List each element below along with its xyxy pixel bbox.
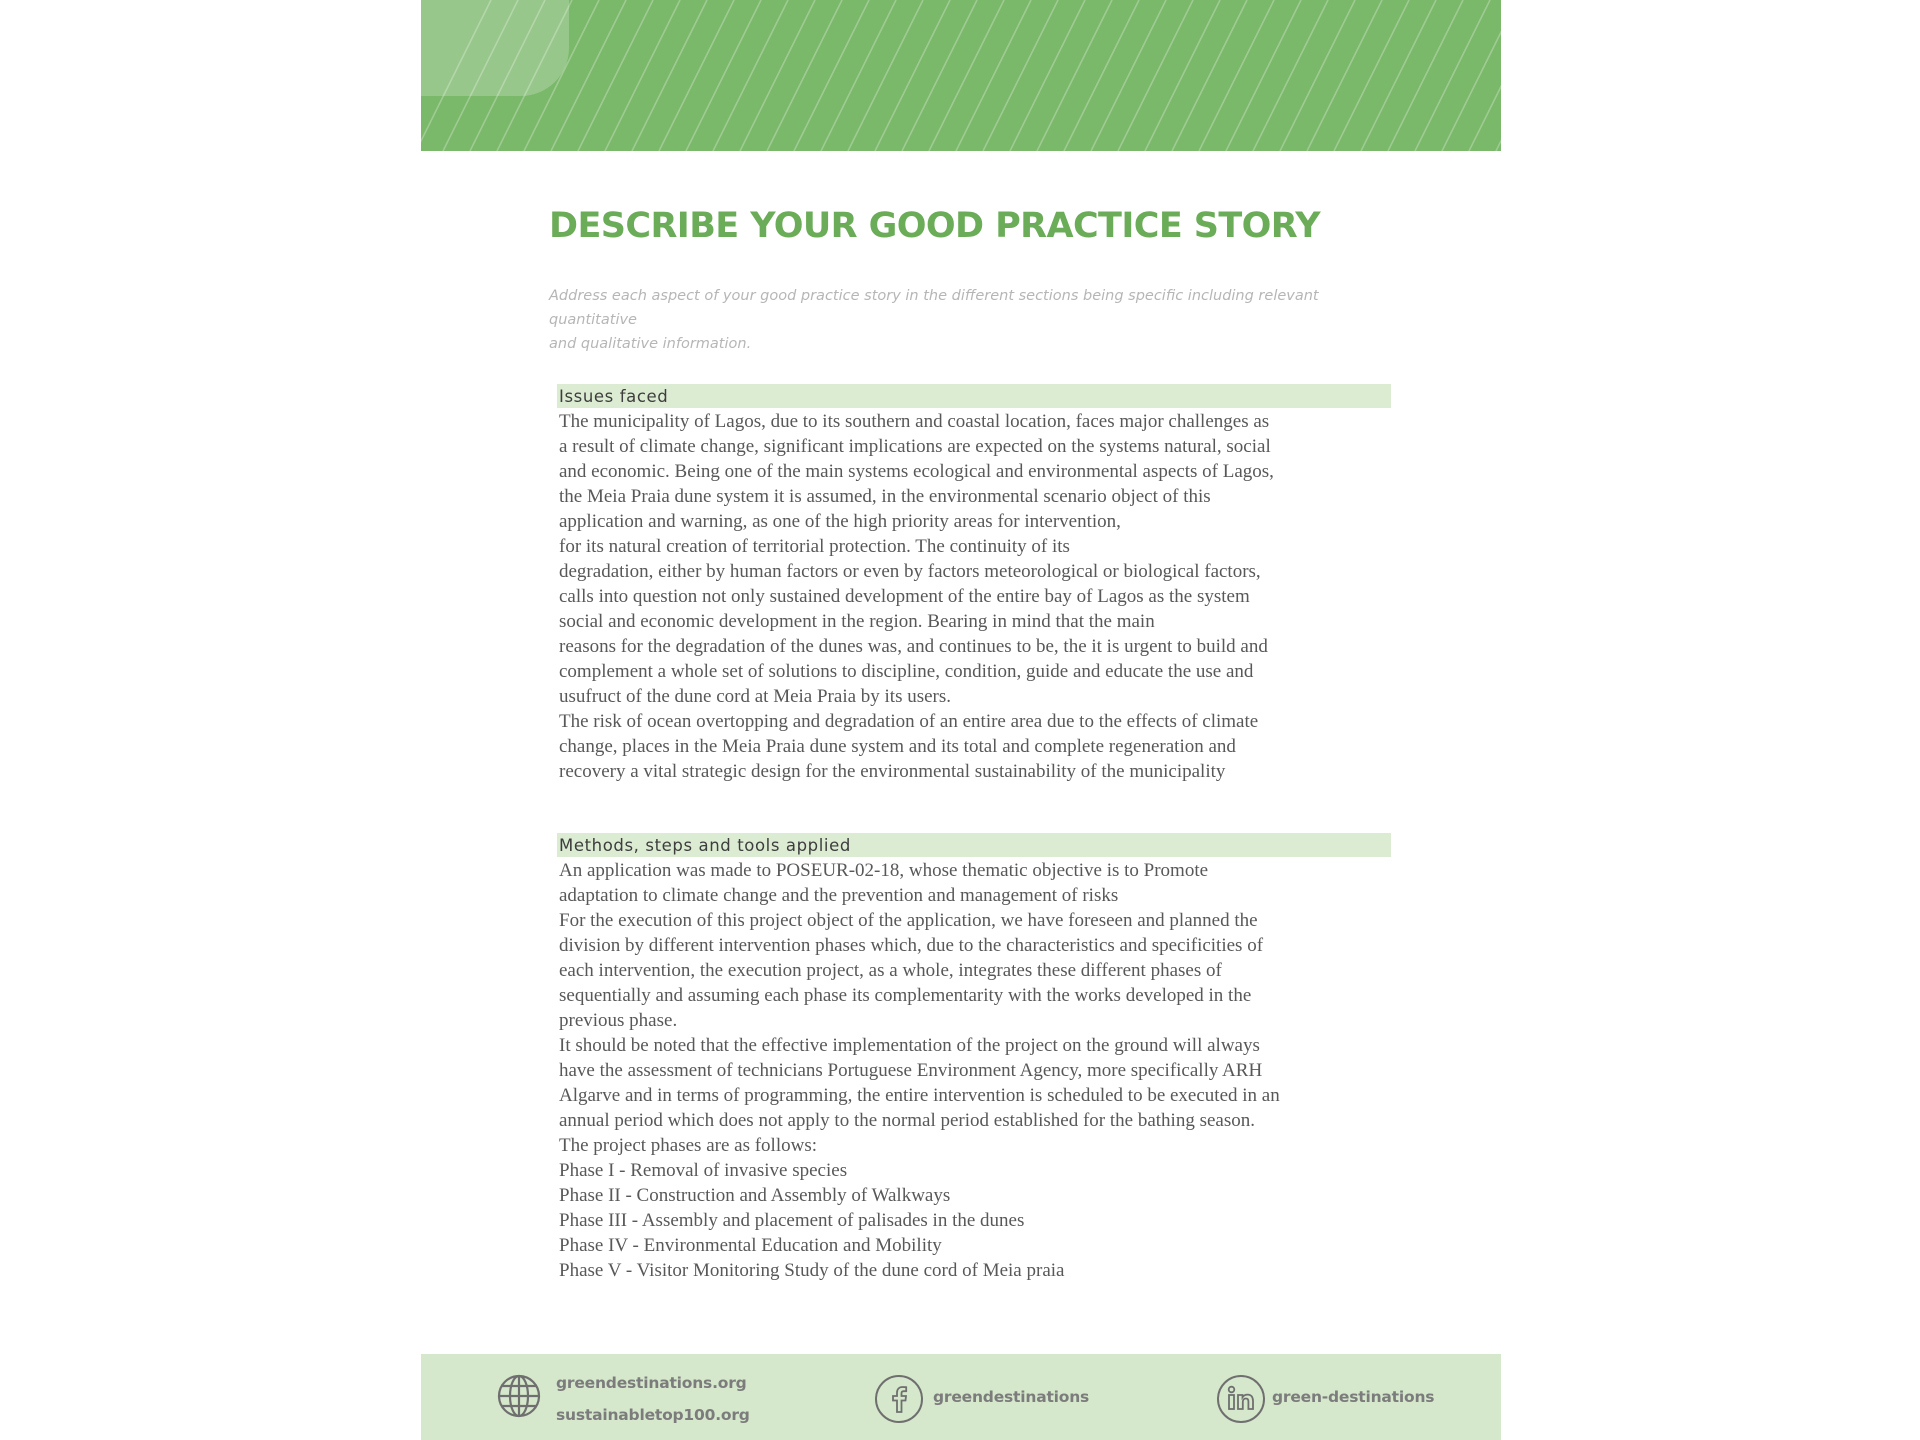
body-line: adaptation to climate change and the prevention and management of risks [559,885,1119,906]
banner-stripe [1442,0,1501,151]
body-line: for its natural creation of territorial protection. The continuity of its [559,536,1070,557]
globe-icon [497,1374,541,1418]
section-heading-methods [557,833,1391,857]
footer [421,1354,1501,1440]
body-line: application and warning, as one of the high priority areas for intervention, [559,511,1121,532]
body-line: and economic. Being one of the main systems ecological and environmental aspects of Lagos, [559,461,1274,482]
body-line: previous phase. [559,1010,678,1031]
body-line: Phase IV - Environmental Education and Mobility [559,1235,942,1256]
body-line: Phase V - Visitor Monitoring Study of the dune cord of Meia praia [559,1260,1065,1281]
body-line: An application was made to POSEUR-02-18, whose thematic objective is to Promote [559,860,1209,881]
body-line: a result of climate change, significant implications are expected on the systems natural, social [559,436,1271,457]
body-line: sequentially and assuming each phase its complementarity with the works developed in the [559,985,1252,1006]
body-line: annual period which does not apply to the normal period established for the bathing season. [559,1110,1255,1131]
website-link[interactable]: greendestinations.org [556,1374,747,1392]
intro-line: and qualitative information. [549,336,752,352]
issues-body [559,409,1395,784]
body-line: division by different intervention phases which, due to the characteristics and specificities of [559,935,1264,956]
body-line: Algarve and in terms of programming, the entire intervention is scheduled to be executed in an [559,1085,1280,1106]
body-line: For the execution of this project object of the application, we have foreseen and planned the [559,910,1258,931]
banner-stripe-pattern [421,0,1501,151]
linkedin-icon[interactable] [1216,1374,1266,1424]
body-line: the Meia Praia dune system it is assumed, in the environmental scenario object of this [559,486,1211,507]
body-line: The project phases are as follows: [559,1135,817,1156]
facebook-link[interactable]: greendestinations [933,1388,1090,1406]
intro-line: Address each aspect of your good practice story in the different sections being specific including relevant quantitative [549,288,1319,328]
facebook-icon[interactable] [874,1374,924,1424]
body-line: change, places in the Meia Praia dune system and its total and complete regeneration and [559,736,1236,757]
website-link-secondary[interactable]: sustainabletop100.org [556,1406,750,1424]
banner-decor-shape [421,0,569,96]
body-line: recovery a vital strategic design for the environmental sustainability of the municipality [559,761,1226,782]
body-line: complement a whole set of solutions to discipline, condition, guide and educate the use and [559,661,1254,682]
header-banner [421,0,1501,151]
body-line: The risk of ocean overtopping and degradation of an entire area due to the effects of climate [559,711,1259,732]
document-page [421,0,1501,1440]
body-line: Phase II - Construction and Assembly of Walkways [559,1185,951,1206]
banner-stripe [1469,0,1501,151]
body-line: each intervention, the execution project, as a whole, integrates these different phases of [559,960,1222,981]
page-title: DESCRIBE YOUR GOOD PRACTICE STORY [549,206,1320,246]
body-line: The municipality of Lagos, due to its southern and coastal location, faces major challenges as [559,411,1270,432]
body-line: reasons for the degradation of the dunes was, and continues to be, the it is urgent to build and [559,636,1268,657]
section-heading-label: Methods, steps and tools applied [559,836,851,855]
body-line: social and economic development in the region. Bearing in mind that the main [559,611,1155,632]
banner-stripe [1496,0,1501,151]
methods-body [559,858,1395,1283]
body-line: calls into question not only sustained development of the entire bay of Lagos as the system [559,586,1250,607]
intro-text [549,284,1409,356]
body-line: have the assessment of technicians Portuguese Environment Agency, more specifically ARH [559,1060,1263,1081]
linkedin-link[interactable]: green-destinations [1272,1388,1435,1406]
body-line: degradation, either by human factors or even by factors meteorological or biological factors, [559,561,1261,582]
body-line: It should be noted that the effective implementation of the project on the ground will always [559,1035,1260,1056]
section-heading-issues [557,384,1391,408]
body-line: usufruct of the dune cord at Meia Praia by its users. [559,686,952,707]
body-line: Phase I - Removal of invasive species [559,1160,848,1181]
body-line: Phase III - Assembly and placement of palisades in the dunes [559,1210,1025,1231]
section-heading-label: Issues faced [559,387,669,406]
